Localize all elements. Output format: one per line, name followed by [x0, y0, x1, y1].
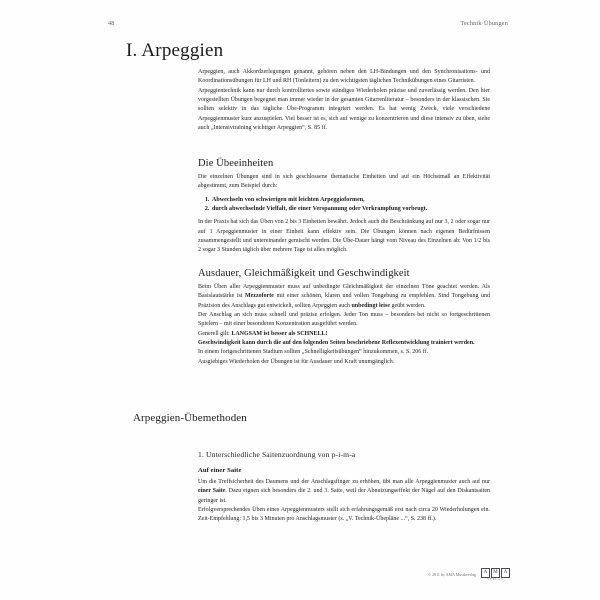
ausdauer-p1-e: geübt werden. [389, 302, 426, 309]
logo-wordmark: VERLAG [487, 578, 504, 582]
uebemethoden-paragraph-1 [198, 478, 490, 506]
section-heading-ausdauer: Ausdauer, Gleichmäßigkeit und Geschwindigkeit [198, 268, 410, 279]
logo-letter-boxes [481, 568, 510, 578]
running-head [108, 20, 508, 32]
section-heading-uebeeinheiten: Die Übeeinheiten [198, 158, 274, 169]
page-footer [428, 568, 510, 582]
ausdauer-p3-b: LANGSAM ist besser als SCHNELL! [231, 330, 328, 337]
uebeeinheiten-after: In der Praxis hat sich das Üben von 2 bis 3 Einheiten bewährt. Jedoch auch die Beschränkung auf nur 3, 2 oder sogar nur auf 1 Arpeggienmuster in einer Einheit kann effektiv sein. Die Übungen können nach eigenen Bedürfnissen zusammengestellt und untereinander gemischt werden. Die Übe-Dauer hängt vom Niveau des Einzelnen ab: Von 1/2 bis 2 sogar 3 Stunden täglich über mehrere Tage ist alles möglich. [198, 219, 490, 254]
ausdauer-p1-b: Mezzoforte [244, 293, 274, 300]
section-ausdauer [198, 268, 490, 367]
chapter-title: I. Arpeggien [126, 40, 224, 61]
running-head-title: Technik·Übungen [460, 20, 508, 27]
ama-logo [481, 568, 510, 582]
list-item: 2. durch abwechselnde Vielfalt, die einer Verspannung oder Verkrampfung vorbeugt. [211, 205, 490, 214]
ausdauer-paragraph-6: Ausgiebiges Wiederholen der Übungen ist für Ausdauer und Kraft unumgänglich. [198, 358, 395, 365]
uebemethoden-sub-heading: Auf einer Saite [198, 467, 242, 474]
section-uebeeinheiten [198, 158, 490, 256]
ausdauer-paragraph-2: Der Anschlag an sich muss schnell und präzise erfolgen. Jeder Ton muss – besonders bei nicht so fortgeschrittenen Spielern – mit einer besonderen Konzentration ausgeführt werden. [198, 312, 490, 328]
logo-letter-3: A [501, 568, 510, 578]
uebemethoden-paragraph-2: Erfolgversprechendes Üben eines Arpeggienmusters stellt sich erfahrungsgemäß erst nach circa 20 Wiederholungen ein. Zeit-Empfehlung: 1,5 bis 3 Minuten pro Anschlagsmuster (s. „V. Technik-Übepläne ...“, S. 238 ff.). [198, 507, 490, 523]
section-heading-uebemethoden: Arpeggien-Übemethoden [133, 412, 247, 424]
intro-block [198, 68, 490, 133]
ausdauer-p1-c: mit einer schönen, klaren und vollen Tongebung zu empfehlen. Sind Tongebung und Präzision des Anschlags gut entwickelt, sollten Arpeggien auch [198, 293, 490, 309]
ausdauer-paragraph-1 [198, 283, 490, 311]
uebemethoden-item-heading: 1. Unterschiedliche Saitenzuordnung von p-i-m-a [198, 450, 356, 459]
uebemethoden-p1-b: einer Saite [198, 488, 226, 495]
ausdauer-paragraph-4 [198, 339, 490, 348]
intro-paragraph-2: Arpeggientechnik kann nur durch kontrolliertes sowie ständiges Wiederholen präzise und zuverlässig werden. Den hier vorgestellten Übungen begegnet man immer wieder in der gesamten Gitarrenliteratur – besonders in der klassischen. Sie sollten selektiv in das tägliche Übe-Programm integriert werden. Es hat wenig Zweck, viele verschiedene Arpeggienmuster kurz anzuspielen. Viel besser ist es, sich auf wenige zu konzentrieren und diese intensiv zu üben, siehe auch „Intensivtraining wichtiger Arpeggien“, S. 85 ff. [198, 87, 490, 132]
ausdauer-p4: Geschwindigkeit kann durch die auf den folgenden Seiten beschriebene Reflexentwicklung trainiert werden. [198, 340, 475, 347]
ausdauer-p3-a: Generell gilt: [198, 330, 232, 337]
ausdauer-p1-a: Beim Üben aller Arpeggienmuster muss auf unbedingte Gleichmäßigkeit der einzelnen Töne geachtet werden. Als Basislautstärke ist [198, 284, 490, 300]
list-item: 1. Abwechseln von schwierigen mit leichten Arpeggioformen, [211, 196, 490, 205]
uebemethoden-p1-c: . Dazu eignen sich besonders die 2. und 3. Saite, weil der Abnutzungseffekt der Nägel auf den Diskantsaiten geringer ist. [198, 488, 490, 504]
ausdauer-paragraph-5: In einem fortgeschrittenen Stadium sollten „Schnelligkeitsübungen“ hinzukommen, s. S. 206 ff. [198, 349, 429, 356]
intro-paragraph-1: Arpeggien, auch Akkordzerlegungen genannt, gehören neben den LH-Bindungen und den Synchronisations- und Koordinationsübungen für LH und RH (Tonleitern) zu den wichtigsten täglichen Technikübungen eines Gitarristen. [198, 69, 490, 85]
uebeeinheiten-intro: Die einzelnen Übungen sind in sich geschlossene thematische Einheiten und auf ein Höchstmaß an Effektivität abgestimmt, zum Beispiel durch: [198, 174, 490, 190]
copyright-text: © 2011 by AMA Musikverlag [428, 573, 476, 578]
uebemethoden-p1-a: Um die Treffsicherheit des Daumens und der Anschlagsfinger zu erhöhen, übt man alle Arpeggienmuster auch auf nur [198, 479, 490, 485]
ausdauer-p1-d: unbedingt leise [351, 302, 390, 309]
page-number: 48 [108, 20, 115, 27]
uebeeinheiten-list [198, 196, 490, 215]
logo-letter-2: M [491, 568, 500, 578]
logo-letter-1: A [481, 568, 490, 578]
ausdauer-paragraph-3 [198, 330, 490, 339]
section-uebemethoden [198, 450, 490, 525]
